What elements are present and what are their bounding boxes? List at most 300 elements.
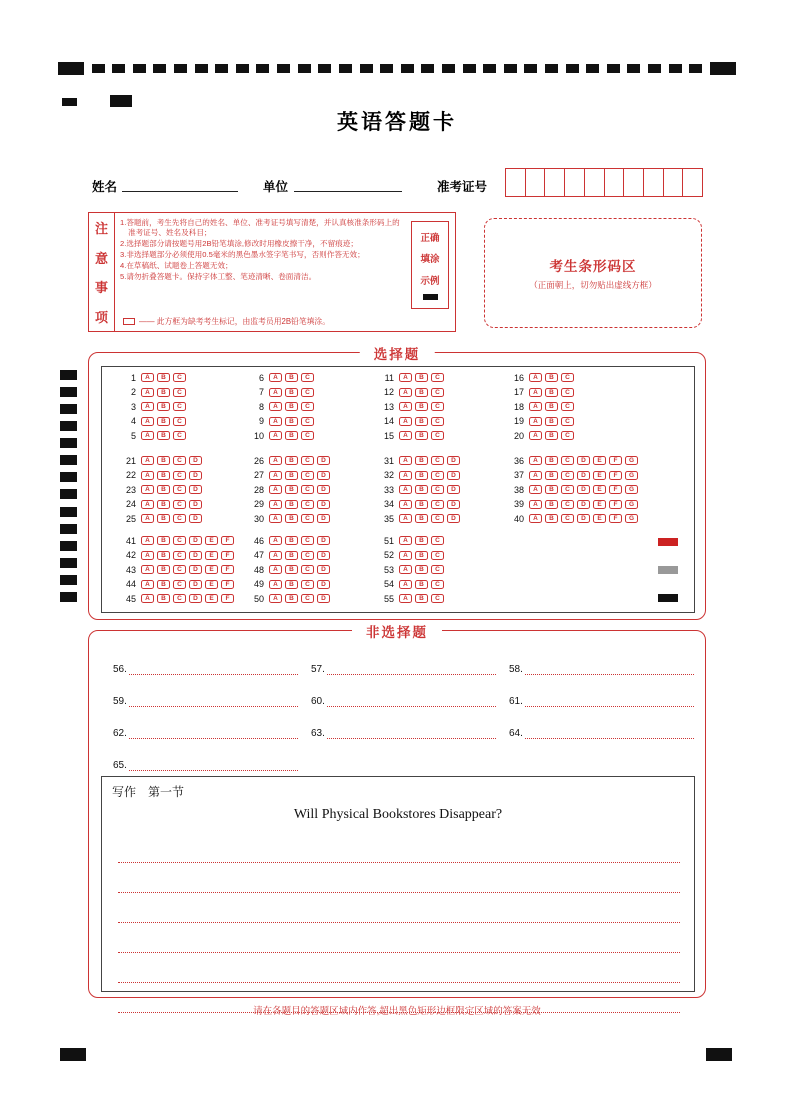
answer-bubble-b[interactable]: B: [157, 431, 170, 440]
answer-bubble-d[interactable]: D: [189, 500, 202, 509]
answer-bubble-c[interactable]: C: [561, 431, 574, 440]
writing-label: 写作 第一节: [112, 785, 185, 799]
answer-bubble-b[interactable]: B: [157, 456, 170, 465]
answer-line[interactable]: [327, 697, 496, 707]
writing-box: [101, 776, 695, 992]
answer-bubble-b[interactable]: B: [545, 456, 558, 465]
registration-mark: [174, 64, 187, 73]
ticket-digit-cell[interactable]: [624, 169, 644, 196]
answer-bubble-g[interactable]: G: [625, 514, 638, 523]
answer-bubble-c[interactable]: C: [301, 373, 314, 382]
answer-bubble-b[interactable]: B: [545, 514, 558, 523]
answer-bubble-b[interactable]: B: [157, 373, 170, 382]
answer-bubble-a[interactable]: A: [141, 402, 154, 411]
question-row: [374, 579, 444, 589]
fill-example-text: 示例: [420, 275, 440, 287]
answer-bubble-a[interactable]: A: [141, 565, 154, 574]
answer-bubble-b[interactable]: B: [157, 536, 170, 545]
answer-bubble-b[interactable]: B: [285, 514, 298, 523]
answer-bubble-c[interactable]: C: [431, 471, 444, 480]
answer-bubble-a[interactable]: A: [399, 580, 412, 589]
question-number: 35: [383, 513, 394, 524]
answer-bubble-b[interactable]: B: [285, 402, 298, 411]
answer-bubble-c[interactable]: C: [431, 456, 444, 465]
answer-bubble-c[interactable]: C: [561, 402, 574, 411]
answer-bubble-a[interactable]: A: [269, 565, 282, 574]
answer-bubble-c[interactable]: C: [431, 373, 444, 382]
answer-bubble-c[interactable]: C: [431, 485, 444, 494]
answer-bubble-f[interactable]: F: [609, 485, 622, 494]
answer-bubble-b[interactable]: B: [285, 431, 298, 440]
answer-bubble-c[interactable]: C: [561, 417, 574, 426]
answer-bubble-c[interactable]: C: [561, 514, 574, 523]
answer-bubble-c[interactable]: C: [431, 580, 444, 589]
answer-bubble-g[interactable]: G: [625, 485, 638, 494]
answer-line[interactable]: [525, 665, 694, 675]
answer-bubble-f[interactable]: F: [221, 551, 234, 560]
answer-bubble-b[interactable]: B: [157, 402, 170, 411]
answer-bubble-e[interactable]: E: [593, 471, 606, 480]
notice-vertical-char: 注: [94, 221, 108, 237]
answer-line[interactable]: [129, 697, 298, 707]
answer-bubble-d[interactable]: D: [577, 456, 590, 465]
answer-bubble-a[interactable]: A: [529, 388, 542, 397]
answer-bubble-a[interactable]: A: [529, 431, 542, 440]
answer-bubble-b[interactable]: B: [415, 485, 428, 494]
answer-bubble-c[interactable]: C: [561, 500, 574, 509]
bubble-group: [399, 580, 444, 589]
question-number: 23: [125, 484, 136, 495]
answer-bubble-f[interactable]: F: [609, 471, 622, 480]
answer-bubble-b[interactable]: B: [415, 565, 428, 574]
answer-bubble-b[interactable]: B: [545, 500, 558, 509]
answer-bubble-c[interactable]: C: [561, 373, 574, 382]
answer-bubble-a[interactable]: A: [399, 373, 412, 382]
ticket-digit-cell[interactable]: [683, 169, 702, 196]
answer-bubble-b[interactable]: B: [415, 373, 428, 382]
question-number: 11: [384, 372, 394, 383]
answer-bubble-c[interactable]: C: [173, 471, 186, 480]
answer-bubble-f[interactable]: F: [221, 594, 234, 603]
answer-bubble-c[interactable]: C: [301, 565, 314, 574]
nonchoice-question: [113, 757, 298, 771]
answer-bubble-a[interactable]: A: [141, 594, 154, 603]
writing-line[interactable]: [118, 953, 680, 983]
answer-bubble-d[interactable]: D: [447, 514, 460, 523]
answer-bubble-d[interactable]: D: [317, 456, 330, 465]
answer-bubble-a[interactable]: A: [399, 471, 412, 480]
answer-bubble-a[interactable]: A: [529, 417, 542, 426]
answer-bubble-b[interactable]: B: [285, 485, 298, 494]
question-row: [504, 373, 574, 383]
answer-bubble-b[interactable]: B: [415, 514, 428, 523]
registration-strip: [58, 62, 736, 75]
answer-bubble-a[interactable]: A: [399, 417, 412, 426]
answer-bubble-c[interactable]: C: [431, 514, 444, 523]
answer-bubble-b[interactable]: B: [545, 402, 558, 411]
answer-bubble-a[interactable]: A: [399, 514, 412, 523]
answer-bubble-c[interactable]: C: [301, 551, 314, 560]
unit-input-line[interactable]: [294, 173, 402, 192]
answer-bubble-d[interactable]: D: [189, 485, 202, 494]
answer-bubble-c[interactable]: C: [301, 536, 314, 545]
question-row: [374, 416, 444, 426]
answer-bubble-d[interactable]: D: [317, 594, 330, 603]
answer-bubble-d[interactable]: D: [317, 551, 330, 560]
answer-bubble-a[interactable]: A: [399, 485, 412, 494]
question-row: [244, 594, 330, 604]
answer-bubble-d[interactable]: D: [189, 471, 202, 480]
absent-marker-box[interactable]: [123, 318, 135, 325]
ticket-digit-cell[interactable]: [644, 169, 664, 196]
answer-bubble-a[interactable]: A: [269, 471, 282, 480]
answer-bubble-d[interactable]: D: [447, 456, 460, 465]
name-input-line[interactable]: [122, 173, 238, 192]
question-number: 45: [125, 593, 136, 604]
answer-bubble-b[interactable]: B: [285, 594, 298, 603]
answer-bubble-a[interactable]: A: [269, 373, 282, 382]
answer-bubble-a[interactable]: A: [141, 580, 154, 589]
answer-bubble-a[interactable]: A: [399, 551, 412, 560]
answer-bubble-b[interactable]: B: [285, 536, 298, 545]
choice-section: [88, 347, 706, 620]
answer-bubble-b[interactable]: B: [157, 580, 170, 589]
answer-bubble-b[interactable]: B: [545, 388, 558, 397]
answer-bubble-c[interactable]: C: [173, 402, 186, 411]
bubble-group: [399, 417, 444, 426]
answer-column: [374, 536, 444, 608]
answer-bubble-b[interactable]: B: [415, 471, 428, 480]
nonchoice-question-number: 57.: [311, 664, 325, 675]
answer-bubble-a[interactable]: A: [269, 514, 282, 523]
answer-bubble-b[interactable]: B: [157, 471, 170, 480]
answer-bubble-e[interactable]: E: [593, 500, 606, 509]
answer-bubble-c[interactable]: C: [431, 431, 444, 440]
answer-bubble-c[interactable]: C: [301, 594, 314, 603]
answer-bubble-c[interactable]: C: [173, 565, 186, 574]
question-number: 34: [383, 499, 394, 510]
answer-column: [116, 536, 234, 608]
answer-bubble-a[interactable]: A: [141, 373, 154, 382]
answer-bubble-a[interactable]: A: [399, 431, 412, 440]
answer-bubble-a[interactable]: A: [141, 417, 154, 426]
answer-bubble-e[interactable]: E: [205, 580, 218, 589]
answer-bubble-a[interactable]: A: [141, 485, 154, 494]
answer-bubble-a[interactable]: A: [141, 514, 154, 523]
ticket-digit-cell[interactable]: [545, 169, 565, 196]
answer-bubble-b[interactable]: B: [415, 580, 428, 589]
answer-bubble-a[interactable]: A: [141, 388, 154, 397]
answer-bubble-b[interactable]: B: [285, 471, 298, 480]
answer-bubble-g[interactable]: G: [625, 500, 638, 509]
answer-bubble-b[interactable]: B: [157, 485, 170, 494]
answer-bubble-d[interactable]: D: [577, 471, 590, 480]
answer-bubble-c[interactable]: C: [173, 536, 186, 545]
answer-bubble-c[interactable]: C: [561, 388, 574, 397]
ticket-digit-cell[interactable]: [664, 169, 684, 196]
answer-bubble-a[interactable]: A: [269, 485, 282, 494]
answer-bubble-b[interactable]: B: [285, 580, 298, 589]
answer-bubble-a[interactable]: A: [269, 431, 282, 440]
answer-bubble-c[interactable]: C: [173, 373, 186, 382]
answer-bubble-a[interactable]: A: [399, 456, 412, 465]
answer-bubble-c[interactable]: C: [173, 456, 186, 465]
answer-bubble-a[interactable]: A: [141, 551, 154, 560]
answer-bubble-b[interactable]: B: [157, 565, 170, 574]
answer-bubble-c[interactable]: C: [173, 580, 186, 589]
timing-mark: [60, 524, 77, 534]
question-row: [374, 387, 444, 397]
answer-bubble-d[interactable]: D: [317, 580, 330, 589]
answer-bubble-c[interactable]: C: [431, 594, 444, 603]
answer-bubble-b[interactable]: B: [285, 417, 298, 426]
answer-bubble-b[interactable]: B: [415, 417, 428, 426]
bubble-group: [269, 388, 314, 397]
answer-bubble-a[interactable]: A: [141, 536, 154, 545]
question-number: 49: [253, 579, 264, 590]
answer-bubble-a[interactable]: A: [269, 500, 282, 509]
answer-bubble-c[interactable]: C: [301, 388, 314, 397]
answer-bubble-d[interactable]: D: [189, 514, 202, 523]
bubble-group: [399, 565, 444, 574]
answer-bubble-c[interactable]: C: [431, 536, 444, 545]
answer-bubble-b[interactable]: B: [157, 551, 170, 560]
answer-bubble-b[interactable]: B: [545, 431, 558, 440]
answer-bubble-c[interactable]: C: [301, 500, 314, 509]
question-number: 7: [258, 387, 264, 398]
answer-bubble-d[interactable]: D: [447, 471, 460, 480]
unit-label: 单位: [263, 180, 289, 194]
question-row: [504, 514, 638, 524]
answer-bubble-a[interactable]: A: [269, 536, 282, 545]
answer-bubble-c[interactable]: C: [301, 456, 314, 465]
answer-bubble-a[interactable]: A: [269, 417, 282, 426]
answer-line[interactable]: [129, 729, 298, 739]
answer-bubble-a[interactable]: A: [269, 388, 282, 397]
answer-bubble-c[interactable]: C: [173, 417, 186, 426]
answer-line[interactable]: [525, 697, 694, 707]
answer-bubble-d[interactable]: D: [577, 500, 590, 509]
answer-bubble-e[interactable]: E: [205, 551, 218, 560]
answer-bubble-b[interactable]: B: [157, 500, 170, 509]
answer-bubble-d[interactable]: D: [317, 500, 330, 509]
answer-line[interactable]: [327, 665, 496, 675]
registration-mark: [545, 64, 558, 73]
answer-bubble-c[interactable]: C: [431, 565, 444, 574]
answer-bubble-b[interactable]: B: [545, 485, 558, 494]
answer-bubble-c[interactable]: C: [173, 388, 186, 397]
answer-bubble-c[interactable]: C: [301, 471, 314, 480]
answer-bubble-d[interactable]: D: [577, 514, 590, 523]
answer-bubble-c[interactable]: C: [301, 402, 314, 411]
answer-bubble-e[interactable]: E: [205, 565, 218, 574]
answer-bubble-d[interactable]: D: [317, 514, 330, 523]
answer-bubble-b[interactable]: B: [285, 456, 298, 465]
answer-bubble-c[interactable]: C: [173, 514, 186, 523]
bubble-group: [269, 551, 330, 560]
answer-bubble-b[interactable]: B: [415, 456, 428, 465]
answer-bubble-a[interactable]: A: [269, 456, 282, 465]
answer-bubble-d[interactable]: D: [189, 580, 202, 589]
answer-column: [504, 456, 638, 528]
bubble-group: [529, 471, 638, 480]
answer-bubble-c[interactable]: C: [301, 485, 314, 494]
answer-bubble-a[interactable]: A: [399, 536, 412, 545]
answer-bubble-f[interactable]: F: [221, 565, 234, 574]
answer-bubble-d[interactable]: D: [317, 536, 330, 545]
answer-bubble-e[interactable]: E: [205, 594, 218, 603]
answer-bubble-c[interactable]: C: [561, 471, 574, 480]
answer-bubble-c[interactable]: C: [173, 551, 186, 560]
answer-bubble-c[interactable]: C: [301, 417, 314, 426]
answer-bubble-c[interactable]: C: [561, 485, 574, 494]
barcode-title: 考生条形码区: [549, 259, 637, 274]
instruction-item: 5.请勿折叠答题卡。保持字体工整、笔迹清晰、卷面清洁。: [120, 272, 317, 282]
answer-bubble-c[interactable]: C: [301, 580, 314, 589]
answer-bubble-d[interactable]: D: [189, 594, 202, 603]
answer-bubble-a[interactable]: A: [529, 402, 542, 411]
ticket-digit-cell[interactable]: [565, 169, 585, 196]
answer-bubble-d[interactable]: D: [189, 551, 202, 560]
answer-bubble-f[interactable]: F: [609, 514, 622, 523]
answer-bubble-c[interactable]: C: [173, 485, 186, 494]
answer-line[interactable]: [129, 761, 298, 771]
answer-bubble-e[interactable]: E: [593, 485, 606, 494]
bubble-group: [269, 456, 330, 465]
bubble-group: [399, 388, 444, 397]
bubble-group: [529, 431, 574, 440]
answer-bubble-e[interactable]: E: [205, 536, 218, 545]
answer-bubble-a[interactable]: A: [141, 456, 154, 465]
answer-bubble-c[interactable]: C: [173, 431, 186, 440]
answer-bubble-b[interactable]: B: [415, 431, 428, 440]
answer-bubble-b[interactable]: B: [415, 402, 428, 411]
answer-bubble-a[interactable]: A: [399, 565, 412, 574]
answer-bubble-b[interactable]: B: [415, 536, 428, 545]
answer-bubble-d[interactable]: D: [577, 485, 590, 494]
registration-mark-bottom-right: [706, 1048, 732, 1061]
answer-bubble-b[interactable]: B: [415, 594, 428, 603]
answer-bubble-b[interactable]: B: [285, 500, 298, 509]
bubble-group: [141, 551, 234, 560]
answer-bubble-a[interactable]: A: [529, 500, 542, 509]
answer-bubble-b[interactable]: B: [285, 565, 298, 574]
answer-bubble-b[interactable]: B: [285, 551, 298, 560]
answer-bubble-c[interactable]: C: [173, 594, 186, 603]
answer-line[interactable]: [129, 665, 298, 675]
answer-bubble-b[interactable]: B: [545, 417, 558, 426]
question-number: 17: [513, 387, 524, 398]
answer-bubble-a[interactable]: A: [399, 594, 412, 603]
answer-bubble-a[interactable]: A: [399, 388, 412, 397]
ticket-digit-cell[interactable]: [506, 169, 526, 196]
answer-bubble-a[interactable]: A: [399, 500, 412, 509]
answer-bubble-c[interactable]: C: [431, 500, 444, 509]
ticket-digit-cell[interactable]: [585, 169, 605, 196]
ticket-digit-cell[interactable]: [526, 169, 546, 196]
writing-line[interactable]: [118, 833, 680, 863]
answer-bubble-d[interactable]: D: [447, 485, 460, 494]
answer-bubble-d[interactable]: D: [317, 565, 330, 574]
registration-mark: [586, 64, 599, 73]
nonchoice-question-number: 65.: [113, 760, 127, 771]
answer-bubble-b[interactable]: B: [545, 471, 558, 480]
answer-bubble-a[interactable]: A: [269, 594, 282, 603]
writing-line[interactable]: [118, 893, 680, 923]
answer-bubble-c[interactable]: C: [431, 402, 444, 411]
answer-bubble-a[interactable]: A: [141, 471, 154, 480]
answer-bubble-c[interactable]: C: [301, 514, 314, 523]
answer-bubble-a[interactable]: A: [529, 485, 542, 494]
answer-bubble-f[interactable]: F: [221, 536, 234, 545]
answer-bubble-b[interactable]: B: [415, 551, 428, 560]
answer-bubble-c[interactable]: C: [561, 456, 574, 465]
answer-bubble-a[interactable]: A: [141, 500, 154, 509]
nonchoice-question: [311, 661, 496, 675]
answer-bubble-c[interactable]: C: [431, 388, 444, 397]
answer-bubble-d[interactable]: D: [317, 485, 330, 494]
answer-line[interactable]: [327, 729, 496, 739]
answer-bubble-a[interactable]: A: [399, 402, 412, 411]
answer-bubble-a[interactable]: A: [529, 456, 542, 465]
answer-bubble-a[interactable]: A: [529, 373, 542, 382]
answer-bubble-b[interactable]: B: [545, 373, 558, 382]
answer-bubble-d[interactable]: D: [189, 565, 202, 574]
answer-bubble-g[interactable]: G: [625, 456, 638, 465]
answer-bubble-d[interactable]: D: [189, 536, 202, 545]
writing-line[interactable]: [118, 863, 680, 893]
question-number: 30: [253, 513, 264, 524]
answer-bubble-a[interactable]: A: [141, 431, 154, 440]
answer-bubble-b[interactable]: B: [157, 417, 170, 426]
answer-bubble-e[interactable]: E: [593, 456, 606, 465]
answer-bubble-b[interactable]: B: [157, 594, 170, 603]
answer-line[interactable]: [525, 729, 694, 739]
question-number: 29: [253, 499, 264, 510]
answer-bubble-a[interactable]: A: [529, 471, 542, 480]
answer-bubble-f[interactable]: F: [609, 456, 622, 465]
answer-bubble-f[interactable]: F: [221, 580, 234, 589]
writing-line[interactable]: [118, 923, 680, 953]
answer-bubble-a[interactable]: A: [269, 580, 282, 589]
question-number: 50: [253, 593, 264, 604]
answer-bubble-c[interactable]: C: [173, 500, 186, 509]
answer-bubble-b[interactable]: B: [415, 500, 428, 509]
answer-bubble-a[interactable]: A: [269, 402, 282, 411]
answer-bubble-c[interactable]: C: [301, 431, 314, 440]
answer-bubble-b[interactable]: B: [285, 388, 298, 397]
answer-bubble-b[interactable]: B: [285, 373, 298, 382]
answer-bubble-b[interactable]: B: [415, 388, 428, 397]
bubble-group: [269, 536, 330, 545]
answer-bubble-b[interactable]: B: [157, 514, 170, 523]
ticket-digit-cell[interactable]: [605, 169, 625, 196]
answer-bubble-d[interactable]: D: [317, 471, 330, 480]
nonchoice-question: [113, 693, 298, 707]
answer-bubble-b[interactable]: B: [157, 388, 170, 397]
name-label: 姓名: [92, 180, 118, 194]
answer-bubble-d[interactable]: D: [447, 500, 460, 509]
answer-bubble-d[interactable]: D: [189, 456, 202, 465]
answer-bubble-c[interactable]: C: [431, 417, 444, 426]
answer-bubble-e[interactable]: E: [593, 514, 606, 523]
question-row: [116, 456, 202, 466]
answer-bubble-f[interactable]: F: [609, 500, 622, 509]
answer-bubble-a[interactable]: A: [269, 551, 282, 560]
answer-bubble-c[interactable]: C: [431, 551, 444, 560]
answer-bubble-g[interactable]: G: [625, 471, 638, 480]
answer-bubble-a[interactable]: A: [529, 514, 542, 523]
